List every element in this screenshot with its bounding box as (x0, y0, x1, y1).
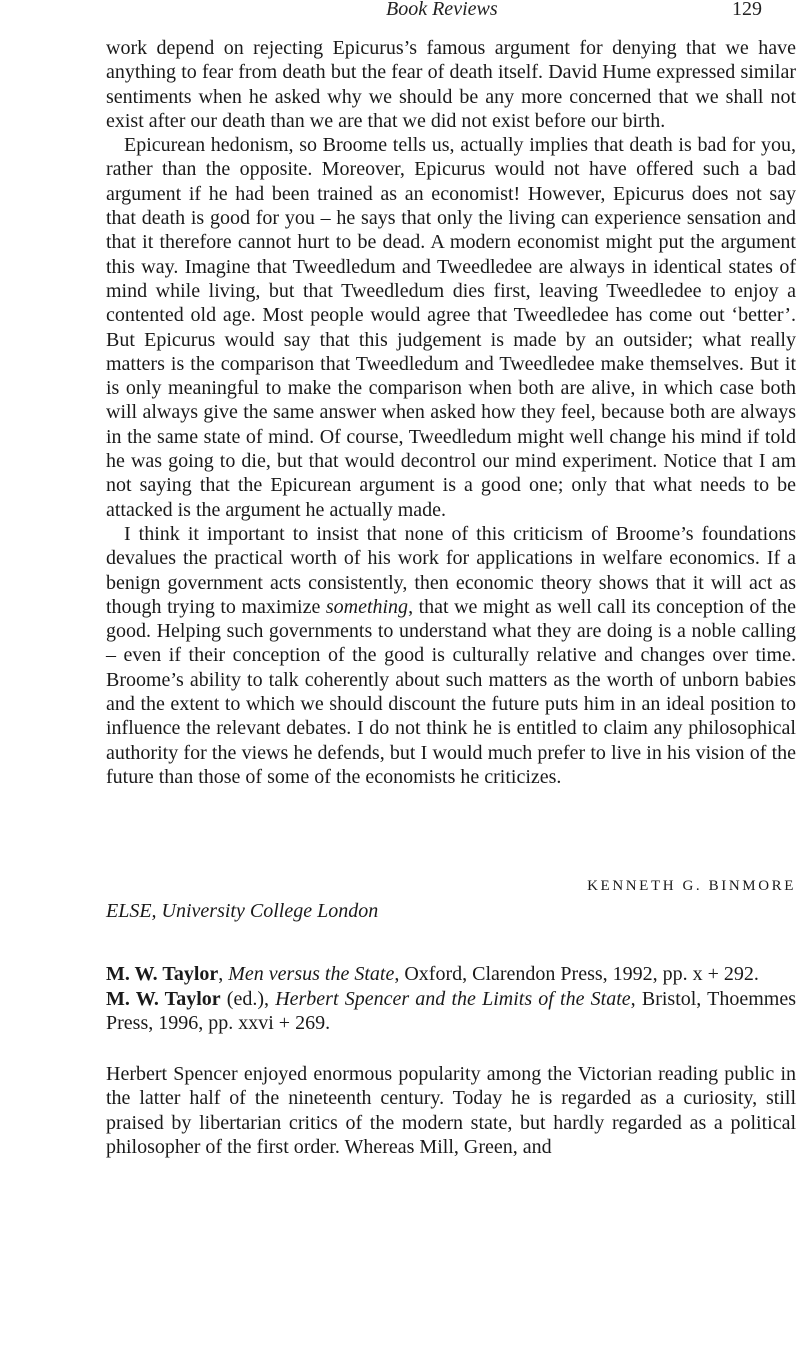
editor-note: (ed.), (220, 987, 276, 1010)
bibliography-entry: M. W. Taylor, Men versus the State, Oxford, Clarendon Press, 1992, pp. x + 292. (106, 963, 759, 985)
book-title: Men versus the State (228, 963, 395, 985)
reviewer-affiliation: ELSE, University College London (106, 900, 379, 922)
book-author: M. W. Taylor (106, 987, 221, 1010)
previous-review-body (106, 36, 796, 789)
book-title: Herbert Spencer and the Limits of the State (275, 987, 631, 1010)
paragraph-3: I think it important to insist that none of this criticism of Broome’s foundations devalues the practical worth of his work for applications in welfare economics. If a benign government acts consistently, then economic theory shows that it will act as though trying to maximize something, that we might as well call its conception of the good. Helping such governments to understand what they are doing is a noble calling – even if their conception of the good is culturally relative and changes over time. Broome’s ability to talk coherently about such matters as the worth of unborn babies and the extent to which we should discount the future puts him in an ideal position to influence the relevant debates. I do not think he is entitled to claim any philosophical authority for the views he defends, but I would much prefer to live in his vision of the future than those of some of the economists he criticizes. (106, 522, 796, 788)
bibliography-block (106, 962, 796, 1036)
book-details: , Oxford, Clarendon Press, 1992, pp. x + 292. (394, 963, 759, 985)
paragraph-2: Epicurean hedonism, so Broome tells us, actually implies that death is bad for you, rather than the opposite. Moreover, Epicurus would not have offered such a bad argument if he had been trained as an economist! However, Epicurus does not say that death is good for you – he says that only the living can experience sensation and that it therefore cannot hurt to be dead. A modern economist might put the argument this way. Imagine that Tweedledum and Tweedledee are always in identical states of mind while living, but that Tweedledum dies first, leaving Tweedledee to enjoy a contented old age. Most people would agree that Tweedledee has come out ‘better’. But Epicurus would say that this judgement is made by an outsider; what really matters is the comparison that Tweedledum and Tweedledee make themselves. But it is only meaningful to make the comparison when both are alive, in which case both will always give the same answer when asked how they feel, because both are always in the same state of mind. Of course, Tweedledum might well change his mind if told he was going to die, but that would decontrol our mind experiment. Notice that I am not saying that the Epicurean argument is a good one; only that what needs to be attacked is the argument he actually made. (106, 134, 796, 521)
running-head (0, 0, 800, 24)
journal-section-title: Book Reviews (386, 0, 498, 20)
emphasis-something: something (325, 595, 409, 618)
bibliography-entry (106, 987, 796, 1036)
new-review-body (106, 1062, 796, 1159)
book-details: , Bristol, Thoemmes Press, 1996, pp. xxvi + 269. (106, 987, 796, 1034)
book-author: M. W. Taylor (106, 963, 219, 985)
page-number: 129 (732, 0, 762, 20)
paragraph-1: work depend on rejecting Epicurus’s famous argument for denying that we have anything to fear from death but the fear of death itself. David Hume expressed similar sentiments when he asked why we should be any more concerned that we shall not exist after our death than we are that we did not exist before our birth. (106, 37, 796, 132)
reviewer-signature: KENNETH G. BINMORE (587, 878, 796, 894)
opening-paragraph: Herbert Spencer enjoyed enormous popularity among the Victorian reading public in the latter half of the nineteenth century. Today he is regarded as a curiosity, still praised by libertarian critics of the modern state, but hardly regarded as a political philosopher of the first order. Whereas Mill, Green, and (106, 1063, 796, 1158)
